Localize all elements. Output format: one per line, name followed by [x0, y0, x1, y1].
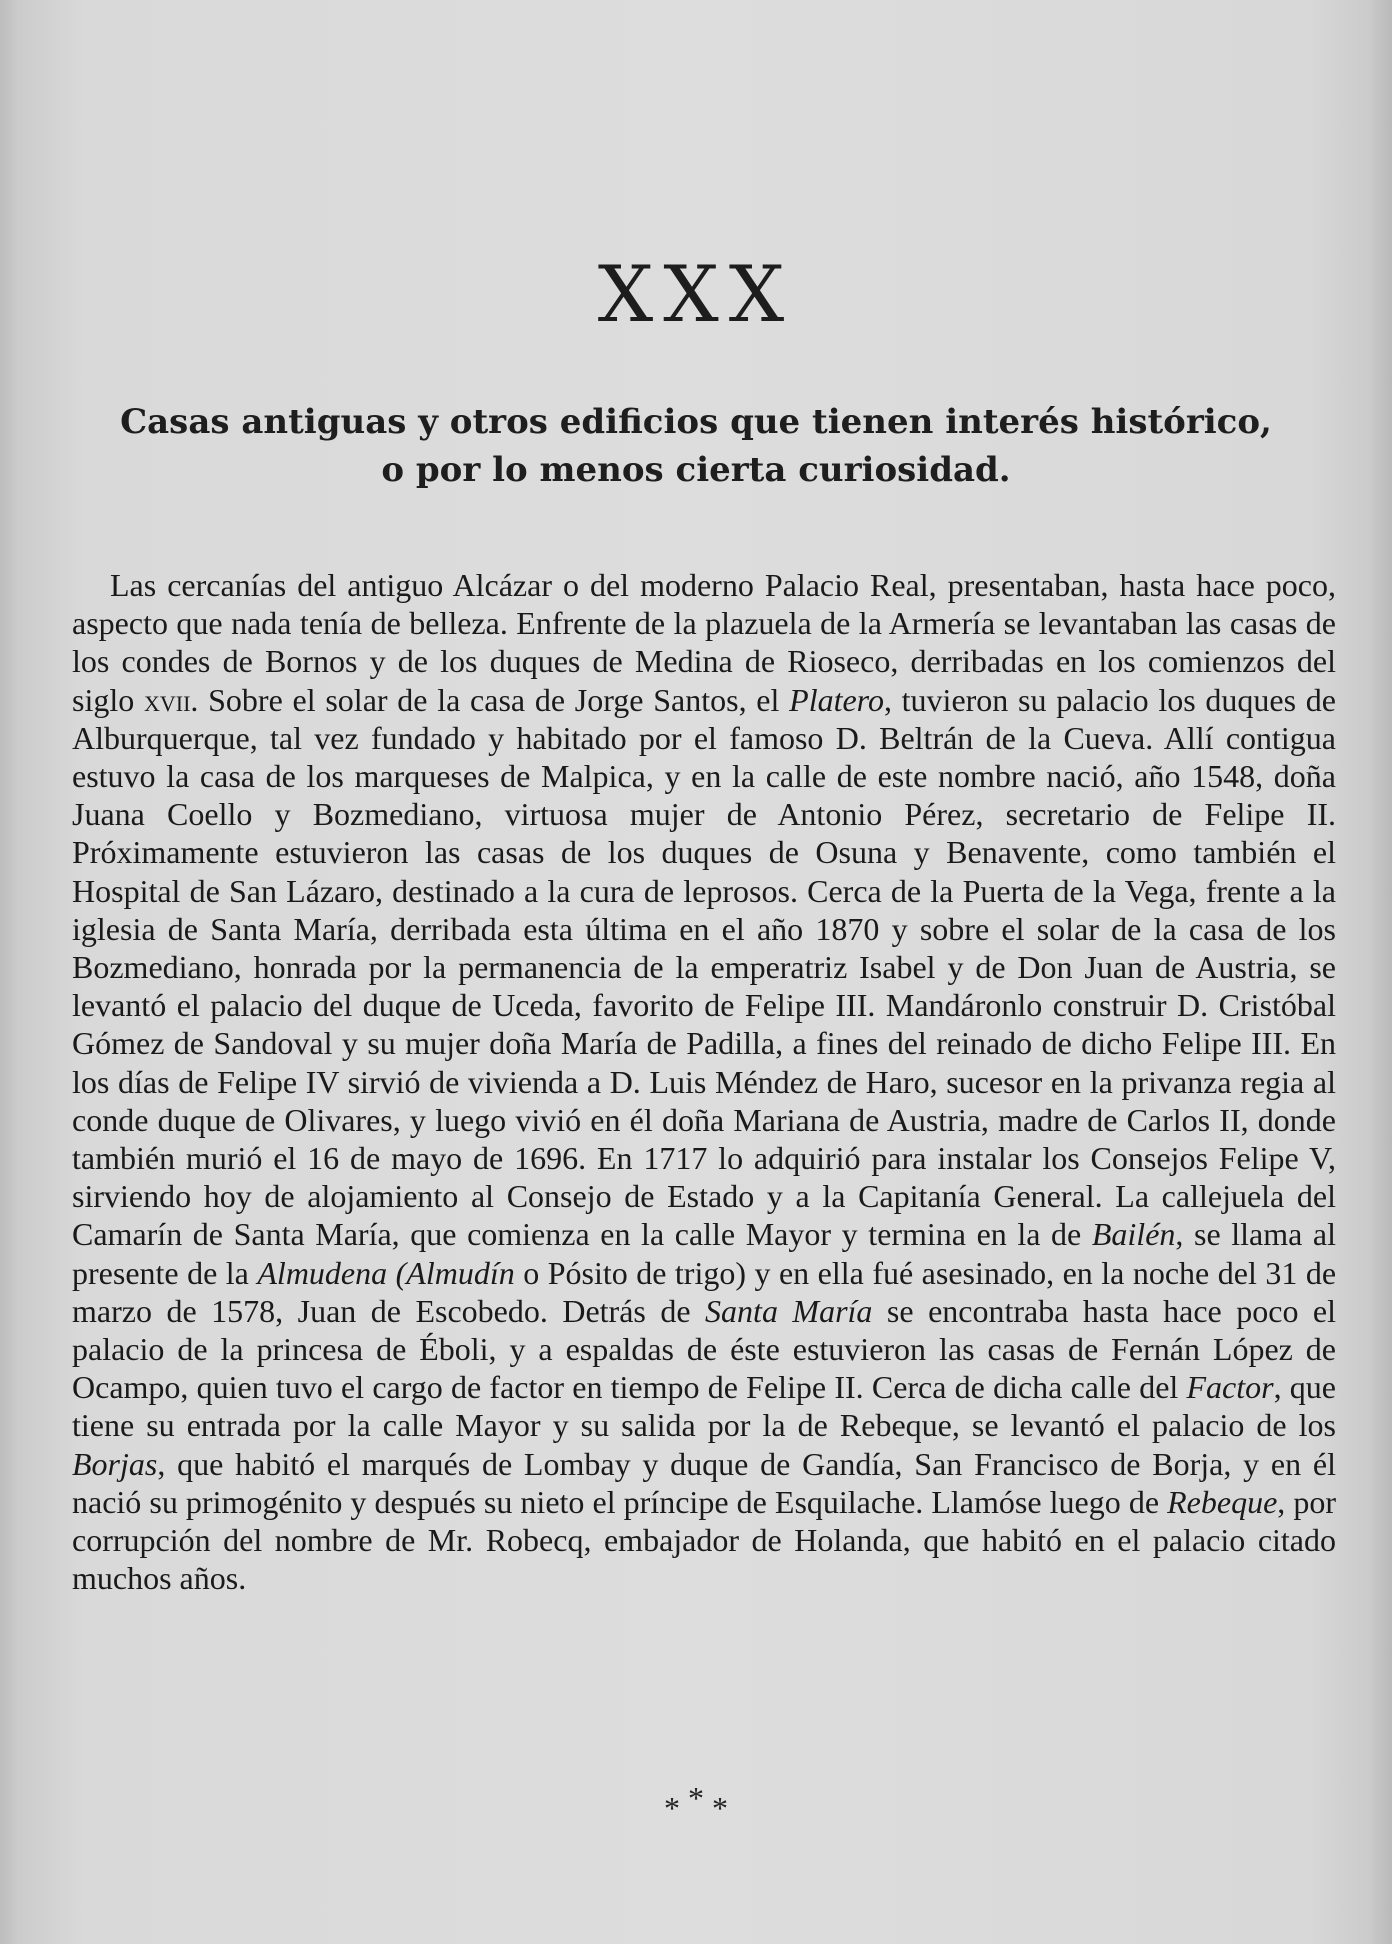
section-separator-asterism [0, 1780, 1392, 1826]
italic-term-borjas: Borjas [72, 1445, 158, 1482]
body-paragraph [72, 566, 1336, 1597]
text-run: , tuvieron su palacio los duques de Alburquerque, tal vez fundado y habitado por el famoso D. Beltrán de la Cueva. Allí contigua estuvo la casa de los marqueses de Malpica, y en la calle de este nombre nació, año 1548, doña Juana Coello y Bozmediano, virtuosa mujer de Antonio Pérez, secretario de Felipe II. Próximamente estuvieron las casas de los duques de Osuna y Benavente, como también el Hospital de San Lázaro, destinado a la cura de leprosos. Cerca de la Puerta de la Vega, frente a la iglesia de Santa María, derribada esta última en el año 1870 y sobre el solar de la casa de los Bozmediano, honrada por la permanencia de la emperatriz Isabel y de Don Juan de Austria, se levantó el palacio del duque de Uceda, favorito de Felipe III. Mandáronlo construir D. Cristóbal Gómez de Sandoval y su mujer doña María de Padilla, a fines del reinado de dicho Felipe III. En los días de Felipe IV sirvió de vivienda a D. Luis Méndez de Haro, sucesor en la privanza regia al conde duque de Olivares, y luego vivió en él doña Mariana de Austria, madre de Carlos II, donde también murió el 16 de mayo de 1696. En 1717 lo adquirió para instalar los Consejos Felipe V, sirviendo hoy de alojamiento al Consejo de Estado y a la Capitanía General. La callejuela del Camarín de Santa María, que comienza en la calle Mayor y termina en la de [72, 681, 1337, 1253]
subtitle-line-2: o por lo menos cierta curiosidad. [381, 450, 1011, 490]
asterisk: * [664, 1790, 680, 1826]
text-run: , que habitó el marqués de Lombay y duque de Gandía, San Francisco de Borja, y en él nació su primogénito y después su nieto el príncipe de Esquilache. Llamóse luego de [72, 1445, 1336, 1520]
text-run: se encontraba hasta hace poco el palacio de la princesa de Éboli, y a espaldas de éste estuvieron las casas de Fernán López de Ocampo, quien tuvo el cargo de factor en tiempo de Felipe II. Cerca de dicha calle del [72, 1292, 1337, 1406]
subtitle-line-1: Casas antiguas y otros edificios que tienen interés histórico, [120, 402, 1272, 442]
text-run: . Sobre el solar de la casa de Jorge Santos, el [190, 681, 790, 718]
italic-term-platero: Platero [789, 681, 884, 718]
asterisk: * [688, 1780, 704, 1816]
italic-term-santa-maria: Santa María [705, 1292, 873, 1329]
chapter-subtitle [100, 398, 1292, 494]
italic-term-almudena: Almudena (Almudín [257, 1254, 515, 1291]
text-run: o Pósito de trigo) y en ella fué asesinado, en la noche del 31 de marzo de 1578, Juan de Escobedo. Detrás de [72, 1254, 1337, 1329]
text-run: , que tiene su entrada por la calle Mayor y su salida por la de Rebeque, se levantó el palacio de los [72, 1369, 1337, 1444]
italic-term-rebeque: Rebeque [1167, 1483, 1278, 1520]
text-run: , se llama al presente de la [72, 1216, 1337, 1291]
italic-term-factor: Factor [1186, 1369, 1274, 1406]
text-run: , por corrupción del nombre de Mr. Robecq, embajador de Holanda, que habitó en el palacio citado muchos años. [72, 1483, 1337, 1597]
text-run: Las cercanías del antiguo Alcázar o del moderno Palacio Real, presentaban, hasta hace poco, aspecto que nada tenía de belleza. Enfrente de la plazuela de la Armería se levantaban las casas de los condes de Bornos y de los duques de Medina de Rioseco, derribadas en los comienzos del siglo [72, 567, 1336, 718]
italic-term-bailen: Bailén [1091, 1216, 1176, 1253]
century-numeral: xvii [143, 681, 191, 718]
chapter-number: XXX [597, 250, 795, 340]
asterisk: * [712, 1790, 728, 1826]
